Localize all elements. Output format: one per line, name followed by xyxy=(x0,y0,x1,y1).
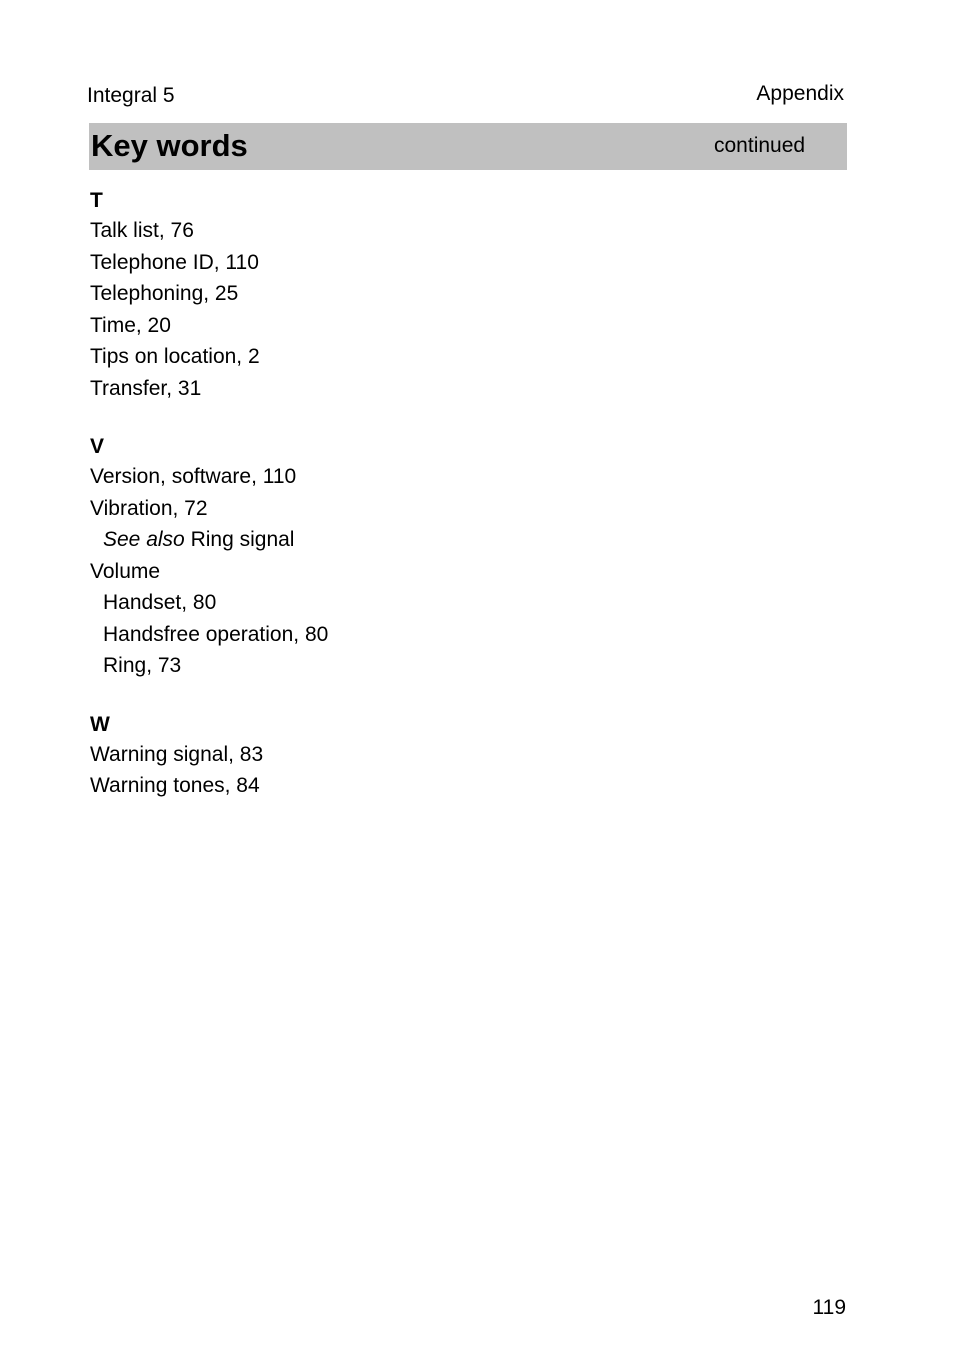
index-entry: Telephoning, 25 xyxy=(90,282,239,305)
index-subentry: Handset, 80 xyxy=(103,591,217,614)
index-entry: Volume xyxy=(90,559,161,583)
index-letter-t: T xyxy=(90,189,103,212)
see-also-label: See also xyxy=(103,528,185,551)
index-entry: Version, software, 110 xyxy=(90,465,297,488)
page-title: Key words xyxy=(91,128,248,163)
cross-reference-target: Ring signal xyxy=(184,528,295,551)
index-subentry: Handsfree operation, 80 xyxy=(103,622,329,646)
index-section-t xyxy=(90,187,790,404)
keyword-index xyxy=(90,187,790,802)
index-cross-reference xyxy=(90,524,790,556)
index-entry: Transfer, 31 xyxy=(90,376,202,400)
continued-label: continued xyxy=(714,134,806,157)
index-section-v xyxy=(90,433,790,682)
index-entry: Telephone ID, 110 xyxy=(90,250,259,274)
index-letter-w: W xyxy=(90,712,110,736)
index-entry: Time, 20 xyxy=(90,313,171,337)
index-entry: Tips on location, 2 xyxy=(90,345,260,368)
index-section-w xyxy=(90,711,790,802)
index-subentry: Ring, 73 xyxy=(103,654,182,677)
section-title-bar xyxy=(89,123,847,170)
page-number: 119 xyxy=(812,1296,846,1319)
index-letter-v: V xyxy=(90,435,105,458)
running-header-right: Appendix xyxy=(756,82,844,105)
index-entry: Talk list, 76 xyxy=(90,219,194,242)
running-header-left: Integral 5 xyxy=(87,84,175,107)
index-entry: Warning tones, 84 xyxy=(90,774,260,797)
index-entry: Vibration, 72 xyxy=(90,496,208,520)
index-entry: Warning signal, 83 xyxy=(90,742,264,766)
